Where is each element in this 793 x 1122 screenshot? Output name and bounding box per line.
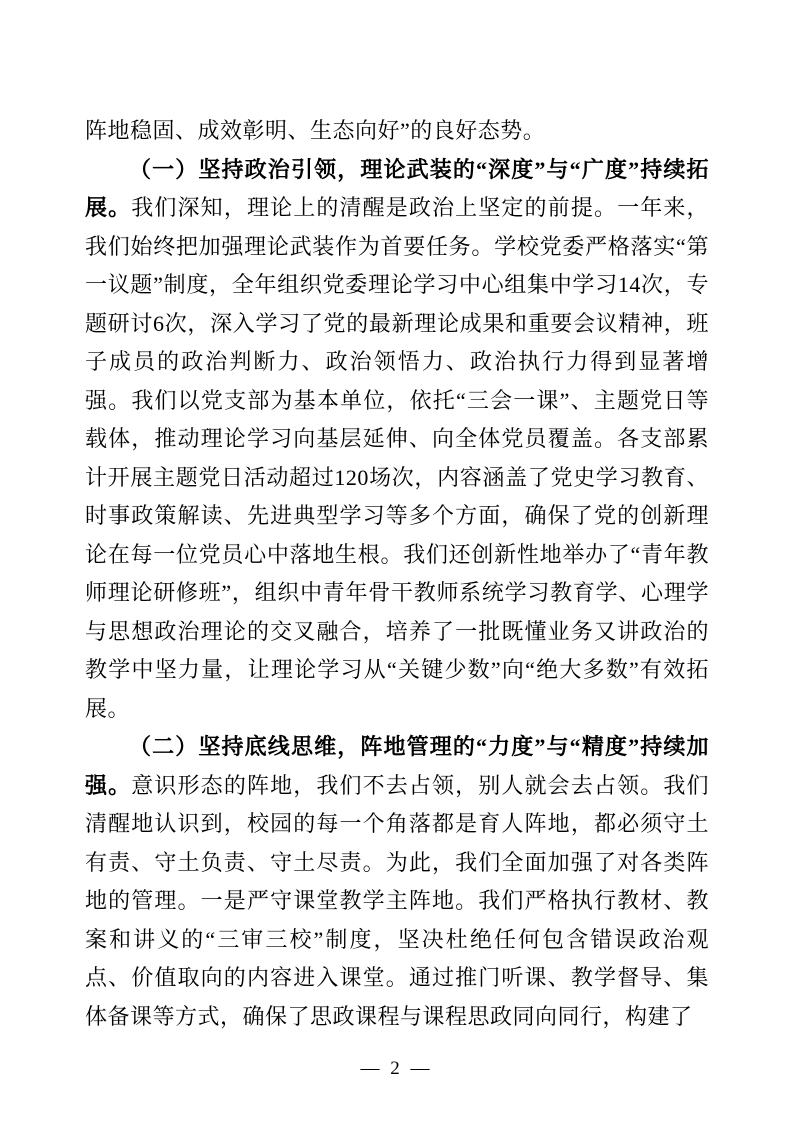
paragraph-section-two <box>85 728 709 1036</box>
paragraph-continuation <box>85 112 709 151</box>
section-one-heading: （一）坚持政治引领，理论武装的“深度”与“广度”持续拓展。 <box>85 156 709 220</box>
paragraph-text: 意识形态的阵地，我们不去占领，别人就会去占领。我们清醒地认识到，校园的每一个角落都是育人阵地，都必须守土有责、守土负责、守土尽责。为此，我们全面加强了对各类阵地的管理。一是严守课堂教学主阵地。我们严格执行教材、教案和讲义的“三审三校”制度，坚决杜绝任何包含错误政治观点、价值取向的内容进入课堂。通过推门听课、教学督导、集体备课等方式，确保了思政课程与课程思政同向同行，构建了 <box>85 772 709 1029</box>
paragraph-text: 我们深知，理论上的清醒是政治上坚定的前提。一年来，我们始终把加强理论武装作为首要任务。学校党委严格落实“第一议题”制度，全年组织党委理论学习中心组集中学习14次，专题研讨6次，深入学习了党的最新理论成果和重要会议精神，班子成员的政治判断力、政治领悟力、政治执行力得到显著增强。我们以党支部为基本单位，依托“三会一课”、主题党日等载体，推动理论学习向基层延伸、向全体党员覆盖。各支部累计开展主题党日活动超过120场次，内容涵盖了党史学习教育、时事政策解读、先进典型学习等多个方面，确保了党的创新理论在每一位党员心中落地生根。我们还创新性地举办了“青年教师理论研修班”，组织中青年骨干教师系统学习教育学、心理学与思想政治理论的交叉融合，培养了一批既懂业务又讲政治的教学中坚力量，让理论学习从“关键少数”向“绝大多数”有效拓展。 <box>85 195 709 721</box>
paragraph-section-one <box>85 151 709 729</box>
paragraph-text: 阵地稳固、成效彰明、生态向好”的良好态势。 <box>85 118 546 143</box>
section-two-heading: （二）坚持底线思维，阵地管理的“力度”与“精度”持续加强。 <box>85 734 709 798</box>
page-number: — 2 — <box>360 1058 433 1079</box>
page-footer <box>0 1058 793 1080</box>
document-body <box>85 112 709 1036</box>
